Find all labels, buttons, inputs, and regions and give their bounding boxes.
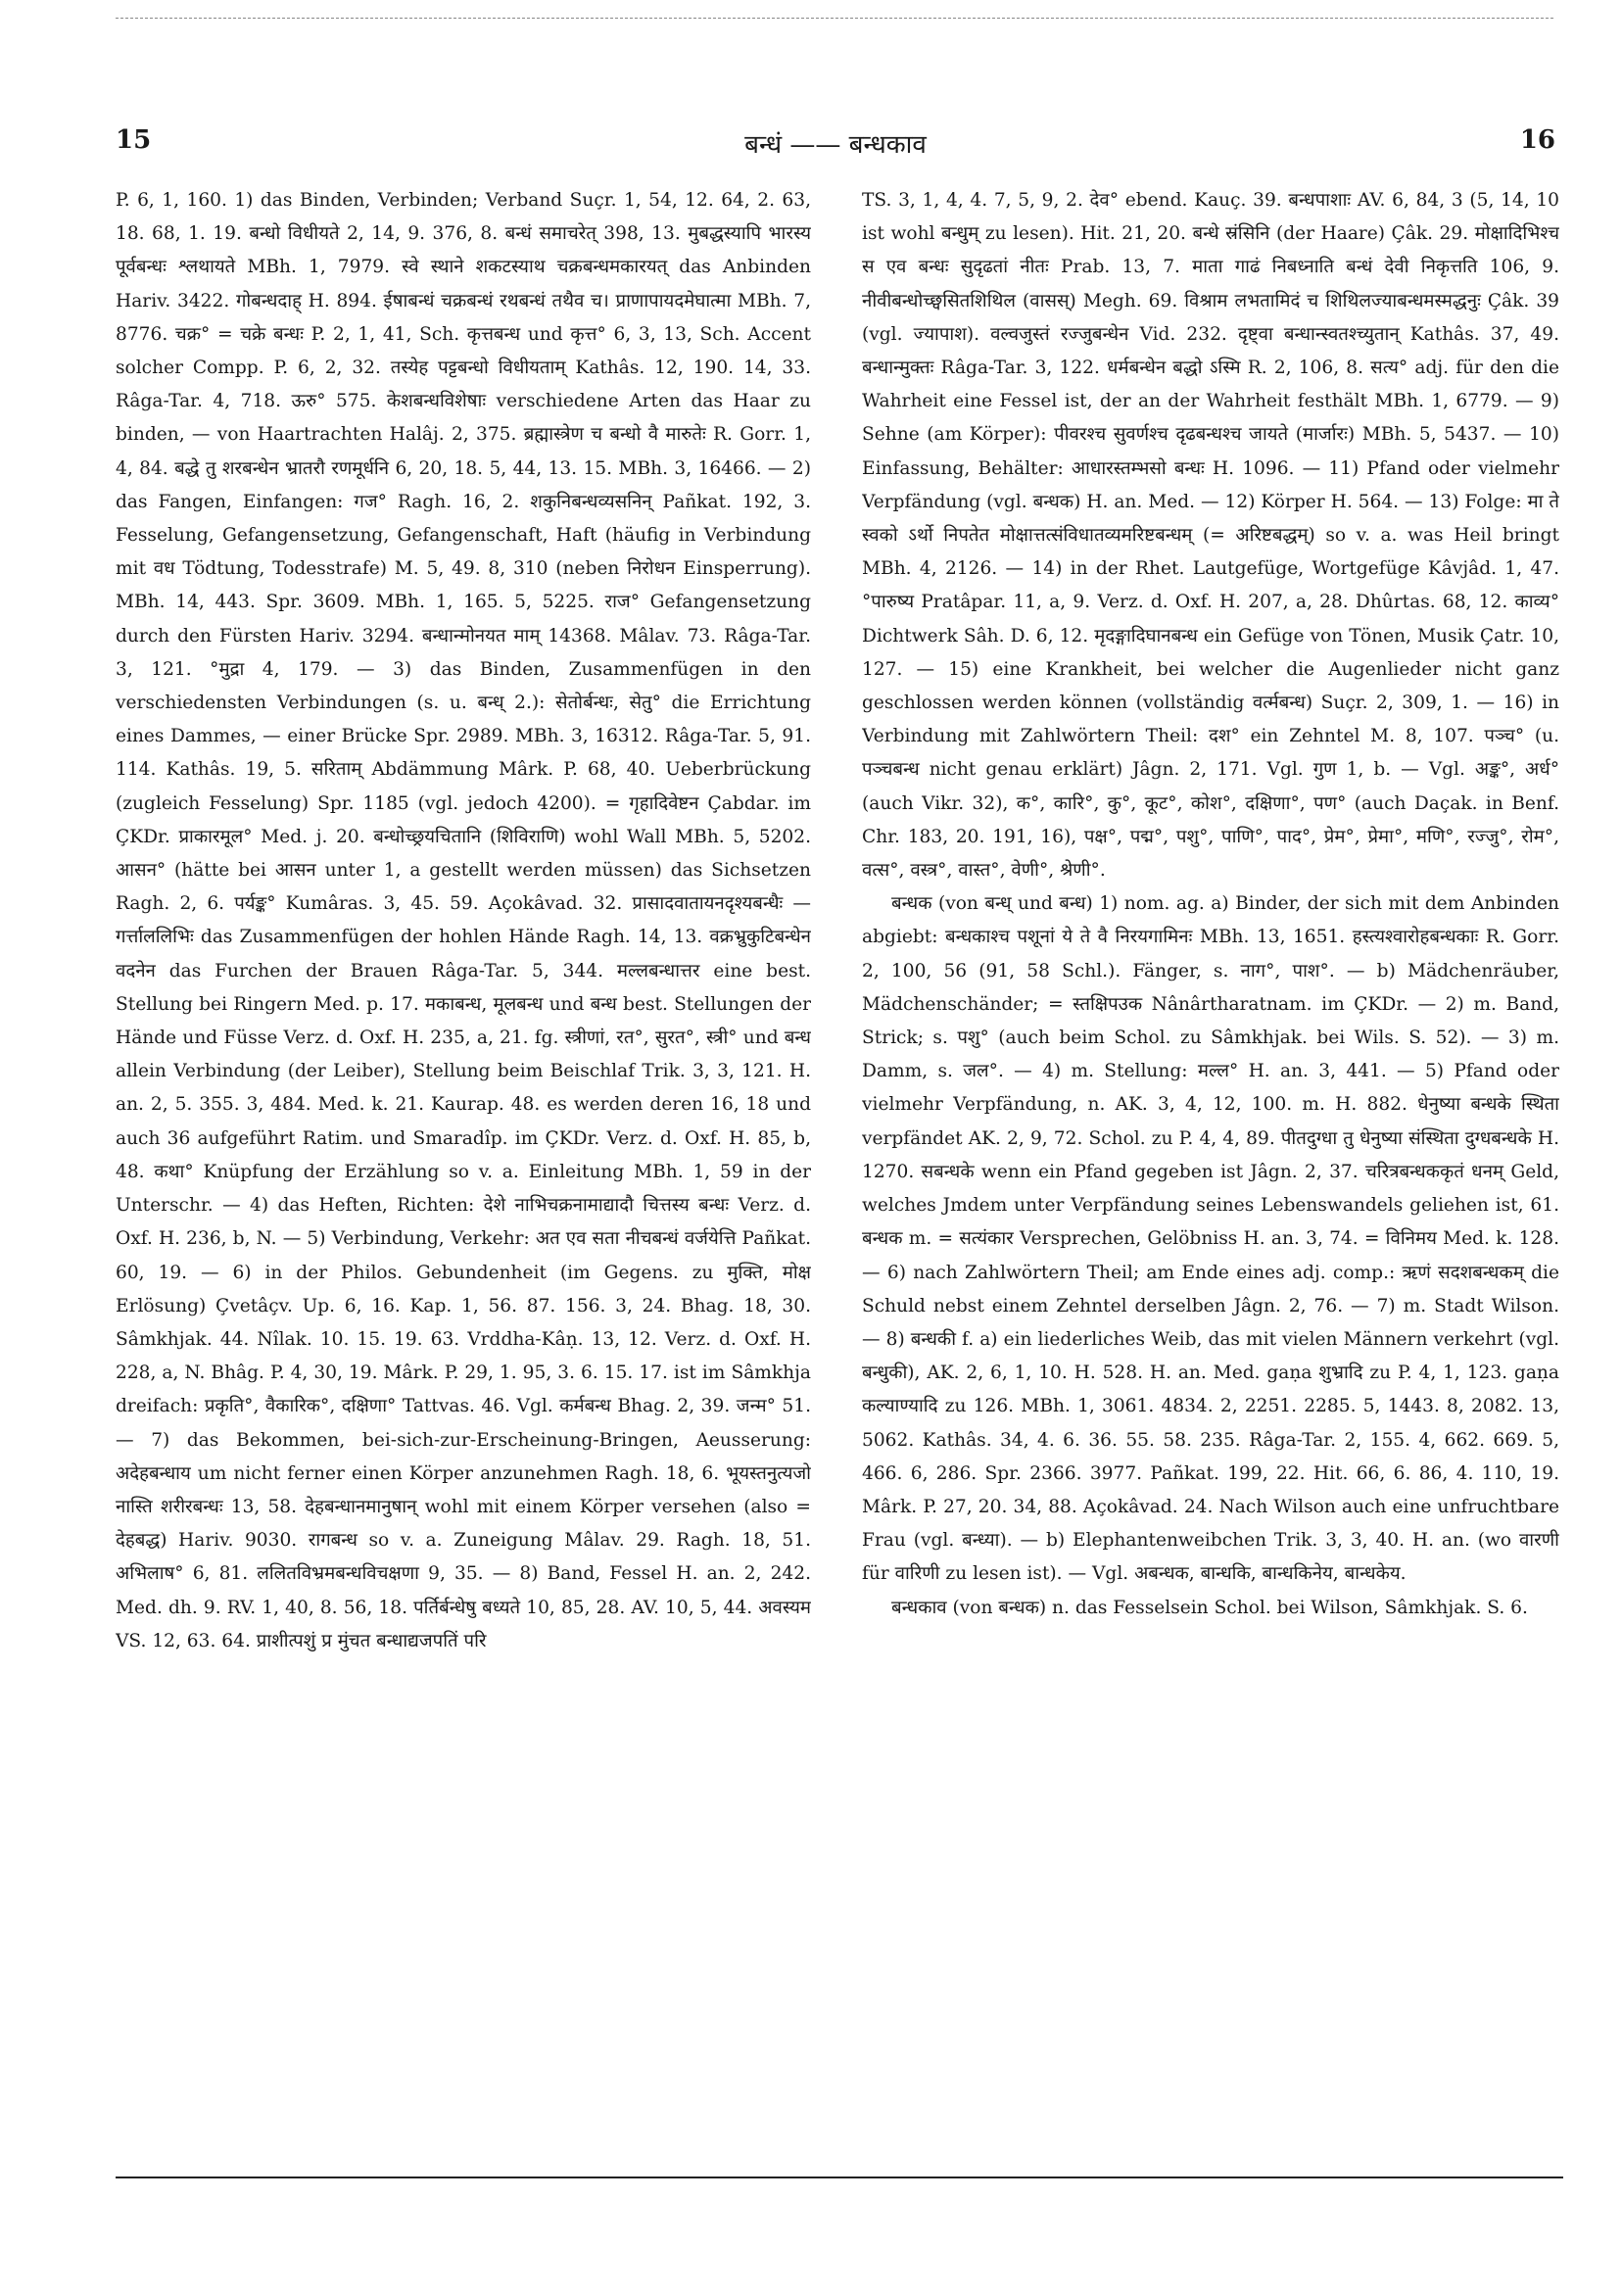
page-number-left: 15 [116, 125, 152, 155]
running-head: बन्धं —— बन्धकाव [744, 130, 927, 160]
top-edge-line [116, 18, 1553, 19]
left-entry-text: P. 6, 1, 160. 1) das Binden, Verbinden; Verband Suçr. 1, 54, 12. 64, 2. 63, 18. 68, 1. 19. बन्धो विधीयते 2, 14, 9. 376, 8. बन्धं समाचरेत् 398, 13. मुबद्धस्यापि भारस्य पूर्वबन्धः श्लथायते MBh. 1, 7979. स्वे स्थाने शकटस्याथ चक्रबन्धमकारयत् das Anbinden Hariv. 3422. गोबन्धदाह् H. 894. ईषाबन्धं चक्रबन्धं रथबन्धं तथैव च। प्राणापायदमेघात्मा MBh. 7, 8776. चक्र° = चक्रे बन्धः P. 2, 1, 41, Sch. कृत्तबन्ध und कृत्त° 6, 3, 13, Sch. Accent solcher Compp. P. 6, 2, 32. तस्येह पट्टबन्धो विधीयताम् Kathâs. 12, 190. 14, 33. Râga-Tar. 4, 718. ऊरु° 575. केशबन्धविशेषाः verschiedene Arten das Haar zu binden, — von Haartrachten Halâj. 2, 375. ब्रह्मास्त्रेण च बन्धो वै मारुतेः R. Gorr. 1, 4, 84. बद्धे तु शरबन्धेन भ्रातरौ रणमूर्धनि 6, 20, 18. 5, 44, 13. 15. MBh. 3, 16466. — 2) das Fangen, Einfangen: गज° Ragh. 16, 2. शकुनिबन्धव्यसनिन् Pañkat. 192, 3. Fesselung, Gefangensetzung, Gefangenschaft, Haft (häufig in Verbindung mit वध Tödtung, Todesstrafe) M. 5, 49. 8, 310 (neben निरोधन Einsperrung). MBh. 14, 443. Spr. 3609. MBh. 1, 165. 5, 5225. राज° Gefangensetzung durch den Fürsten Hariv. 3294. बन्धान्मोनयत माम् 14368. Mâlav. 73. Râga-Tar. 3, 121. °मुद्रा 4, 179. — 3) das Binden, Zusammenfügen in den verschiedensten Verbindungen (s. u. बन्ध् 2.): सेतोर्बन्धः, सेतु° die Errichtung eines Dammes, — einer Brücke Spr. 2989. MBh. 3, 16312. Râga-Tar. 5, 91. 114. Kathâs. 19, 5. सरिताम् Abdämmung Mârk. P. 68, 40. Ueberbrückung (zugleich Fesselung) Spr. 1185 (vgl. jedoch 4200). = गृहादिवेष्टन Çabdar. im ÇKDr. प्राकारमूल° Med. j. 20. बन्धोच्छ्रयचितानि (शिविराणि) wohl Wall MBh. 5, 5202. आसन° (hätte bei आसन unter 1, a gestellt werden müssen) das Sichsetzen Ragh. 2, 6. पर्यङ्क° Kumâras. 3, 45. 59. Açokâvad. 32. प्रासादवातायनदृश्यबन्धैः — गर्त्ताललिभिः das Zusammenfügen der hohlen Hände Ragh. 14, 13. वक्रभ्रुकुटिबन्धेन वदनेन das Furchen der Brauen Râga-Tar. 5, 344. मल्लबन्धात्तर eine best. Stellung bei Ringern Med. p. 17. मकाबन्ध, मूलबन्ध und बन्ध best. Stellungen der Hände und Füsse Verz. d. Oxf. H. 235, a, 21. fg. स्त्रीणां, रत°, सुरत°, स्त्री° und बन्ध allein Verbindung (der Leiber), Stellung beim Beischlaf Trik. 3, 3, 121. H. an. 2, 5. 355. 3, 484. Med. k. 21. Kaurap. 48. es werden deren 16, 18 und auch 36 aufgeführt Ratim. und Smaradîp. im ÇKDr. Verz. d. Oxf. H. 85, b, 48. कथा° Knüpfung der Erzählung so v. a. Einleitung MBh. 1, 59 in der Unterschr. — 4) das Heften, Richten: देशे नाभिचक्रनामाद्यादौ चित्तस्य बन्धः Verz. d. Oxf. H. 236, b, N. — 5) Verbindung, Verkehr: अत एव सता नीचबन्धं वर्जयेत्ति Pañkat. 60, 19. — 6) in der Philos. Gebundenheit (im Gegens. zu मुक्ति, मोक्ष Erlösung) Çvetâçv. Up. 6, 16. Kap. 1, 56. 87. 156. 3, 24. Bhag. 18, 30. Sâmkhjak. 44. Nîlak. 10. 15. 19. 63. Vrddha-Kâṇ. 13, 12. Verz. d. Oxf. H. 228, a, N. Bhâg. P. 4, 30, 19. Mârk. P. 29, 1. 95, 3. 6. 15. 17. ist im Sâmkhja dreifach: प्रकृति°, वैकारिक°, दक्षिणा° Tattvas. 46. Vgl. कर्मबन्ध Bhag. 2, 39. जन्म° 51. — 7) das Bekommen, bei-sich-zur-Erscheinung-Bringen, Aeusserung: अदेहबन्धाय um nicht ferner einen Körper anzunehmen Ragh. 18, 6. भूयस्तनुत्यजो नास्ति शरीरबन्धः 13, 58. देहबन्धानमानुषान् wohl mit einem Körper versehen (also = देहबद्ध) Hariv. 9030. रागबन्ध so v. a. Zuneigung Mâlav. 29. Ragh. 18, 51. अभिलाष° 6, 81. ललितविभ्रमबन्धविचक्षणा 9, 35. — 8) Band, Fessel H. an. 2, 242. Med. dh. 9. RV. 1, 40, 8. 56, 18. पर्तिर्बन्धेषु बध्यते 10, 85, 28. AV. 10, 5, 44. अवस्यम VS. 12, 63. 64. प्राशीत्पशुं प्र मुंचत बन्धाद्यजपतिं परि [116, 190, 811, 1651]
entry-bandhakava: बन्धकाव (von बन्धक) n. das Fesselsein Schol. bei Wilson, Sâmkhjak. S. 6. [891, 1597, 1528, 1618]
page-header [116, 125, 1555, 165]
page-number-right: 16 [1519, 125, 1555, 155]
entry-bandhaka: बन्धक (von बन्ध् und बन्ध) 1) nom. ag. a) Binder, der sich mit dem Anbinden abgiebt: बन्धकाश्च पशूनां ये ते वै निरयगामिनः MBh. 13, 1651. हस्त्यश्वारोहबन्धकाः R. Gorr. 2, 100, 56 (91, 58 Schl.). Fänger, s. नाग°, पाश°. — b) Mädchenräuber, Mädchenschänder; = स्तक्षिपउक Nânârtharatnam. im ÇKDr. — 2) m. Band, Strick; s. पशु° (auch beim Schol. zu Sâmkhjak. bei Wils. S. 52). — 3) m. Damm, s. जल°. — 4) m. Stellung: मल्ल° H. an. 3, 441. — 5) Pfand oder vielmehr Verpfändung, n. AK. 3, 4, 12, 100. m. H. 882. धेनुष्या बन्धके स्थिता verpfändet AK. 2, 9, 72. Schol. zu P. 4, 4, 89. पीतदुग्धा तु धेनुष्या संस्थिता दुग्धबन्धके H. 1270. सबन्धके wenn ein Pfand gegeben ist Jâgn. 2, 37. चरित्रबन्धककृतं धनम् Geld, welches Jmdem unter Verpfändung seines Lebenswandels geliehen ist, 61. बन्धक m. = सत्यंकार Versprechen, Gelöbniss H. an. 3, 74. = विनिमय Med. k. 128. — 6) nach Zahlwörtern Theil; am Ende eines adj. comp.: ऋणं सदशबन्धकम् die Schuld nebst einem Zehntel derselben Jâgn. 2, 76. — 7) m. Stadt Wilson. — 8) बन्धकी f. a) ein liederliches Weib, das mit vielen Männern verkehrt (vgl. बन्धुकी), AK. 2, 6, 1, 10. H. 528. H. an. Med. gaṇa शुभ्रादि zu P. 4, 1, 123. gaṇa कल्याण्यादि zu 126. MBh. 1, 3061. 4834. 2, 2251. 2285. 5, 1443. 8, 2082. 13, 5062. Kathâs. 34, 4. 6. 36. 55. 58. 235. Râga-Tar. 2, 155. 4, 662. 669. 5, 466. 6, 286. Spr. 2366. 3977. Pañkat. 199, 22. Hit. 66, 6. 86, 4. 110, 19. Mârk. P. 27, 20. 34, 88. Açokâvad. 24. Nach Wilson auch eine unfruchtbare Frau (vgl. बन्ध्या). — b) Elephantenweibchen Trik. 3, 3, 40. H. an. (wo वारणी für वारिणी zu lesen ist). — Vgl. अबन्धक, बान्धकि, बान्धकिनेय, बान्धकेय. [862, 893, 1559, 1585]
left-column [116, 184, 811, 2143]
bottom-rule [116, 2176, 1563, 2178]
right-entry-continuation: TS. 3, 1, 4, 4. 7, 5, 9, 2. देव° ebend. Kauç. 39. बन्धपाशाः AV. 6, 84, 3 (5, 14, 10 ist wohl बन्धुम् zu lesen). Hit. 21, 20. बन्धे स्रंसिनि (der Haare) Çâk. 29. मोक्षादिभिश्च स एव बन्धः सुदृढतां नीतः Prab. 13, 7. माता गाढं निबध्नाति बन्धं देवी निकृत्तति 106, 9. नीवीबन्धोच्छ्वसितशिथिल (वासस्) Megh. 69. विश्राम लभतामिदं च शिथिलज्याबन्धमस्मद्धनुः Çâk. 39 (vgl. ज्यापाश). वल्वजुस्तं रज्जुबन्धेन Vid. 232. दृष्ट्वा बन्धान्स्वतश्च्युतान् Kathâs. 37, 49. बन्धान्मुक्तः Râga-Tar. 3, 122. धर्मबन्धेन बद्धो ऽस्मि R. 2, 106, 8. सत्य° adj. für den die Wahrheit eine Fessel ist, der an der Wahrheit festhält MBh. 1, 6779. — 9) Sehne (am Körper): पीवरश्च सुवर्णश्च दृढबन्धश्च जायते (मार्जारः) MBh. 5, 5437. — 10) Einfassung, Behälter: आधारस्तम्भसो बन्धः H. 1096. — 11) Pfand oder vielmehr Verpfändung (vgl. बन्धक) H. an. Med. — 12) Körper H. 564. — 13) Folge: मा ते स्वको ऽर्थो निपतेत मोक्षात्तत्संविधातव्यमरिष्टबन्धम् (= अरिष्टबद्धम्) so v. a. was Heil bringt MBh. 4, 2126. — 14) in der Rhet. Lautgefüge, Wortgefüge Kâvjâd. 1, 47. °पारुष्य Pratâpar. 11, a, 9. Verz. d. Oxf. H. 207, a, 28. Dhûrtas. 68, 12. काव्य° Dichtwerk Sâh. D. 6, 12. मृदङ्गादिघानबन्ध ein Gefüge von Tönen, Musik Çatr. 10, 127. — 15) eine Krankheit, bei welcher die Augenlieder nicht ganz geschlossen werden können (vollständig वर्त्मबन्ध) Suçr. 2, 309, 1. — 16) in Verbindung mit Zahlwörtern Theil: दश° ein Zehntel M. 8, 107. पञ्च° (u. पञ्चबन्ध nicht genau erklärt) Jâgn. 2, 171. Vgl. गुण 1, b. — Vgl. अङ्क°, अर्ध° (auch Vikr. 32), क°, कारि°, कु°, कूट°, कोश°, दक्षिणा°, पण° (auch Daçak. in Benf. Chr. 183, 20. 191, 16), पक्ष°, पद्म°, पशु°, पाणि°, पाद°, प्रेम°, प्रेमा°, मणि°, रज्जु°, रोम°, वत्स°, वस्त्र°, वास्त°, वेणी°, श्रेणी°. [862, 190, 1559, 882]
right-column [862, 184, 1559, 2143]
